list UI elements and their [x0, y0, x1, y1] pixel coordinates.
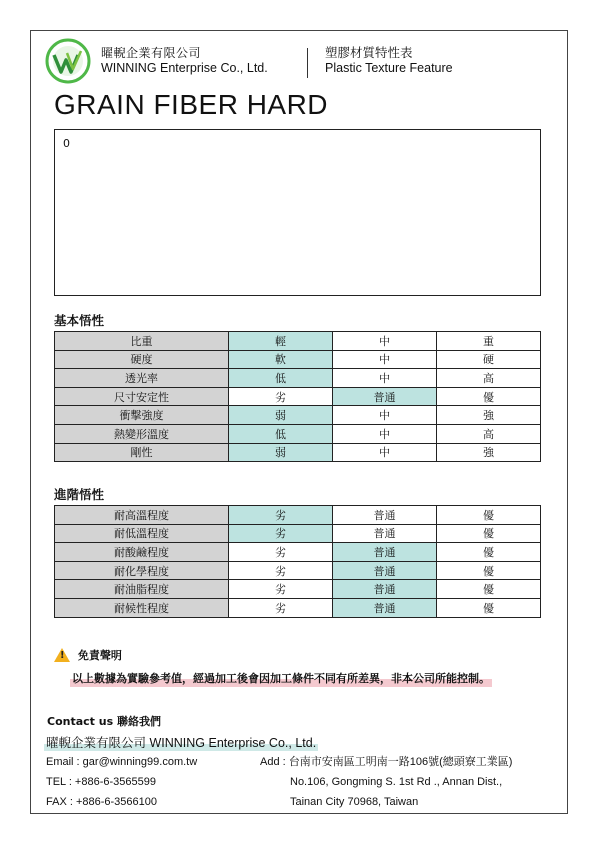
property-name: 耐低溫程度: [55, 524, 229, 543]
contact-fax: FAX : +886-6-3566100: [46, 796, 157, 808]
contact-tel: TEL : +886-6-3565599: [46, 776, 156, 788]
property-name: 透光率: [55, 369, 229, 388]
property-level-cell: 劣: [229, 561, 333, 580]
property-level-cell: 優: [437, 580, 541, 599]
property-row: [55, 387, 541, 406]
property-level-cell: 普通: [333, 506, 437, 525]
property-level-cell: 中: [333, 424, 437, 443]
disclaimer-title: 免責聲明: [77, 649, 122, 662]
property-level-cell: 低: [229, 369, 333, 388]
contact-email: Email : gar@winning99.com.tw: [46, 756, 198, 768]
basic-properties-title: 基本悟性: [54, 313, 105, 328]
property-row: [55, 543, 541, 562]
company-name-zh: 曜輗企業有限公司: [101, 46, 202, 60]
contact-address-en-1: No.106, Gongming S. 1st Rd ., Annan Dist.,: [290, 776, 503, 788]
property-level-cell: 普通: [333, 543, 437, 562]
property-level-cell: 高: [437, 369, 541, 388]
contact-title: Contact us 聯絡我們: [47, 715, 161, 728]
property-name: 耐候性程度: [55, 598, 229, 617]
disclaimer-heading: [54, 647, 122, 663]
property-level-cell: 劣: [229, 543, 333, 562]
property-name: 尺寸安定性: [55, 387, 229, 406]
property-level-cell: 弱: [229, 443, 333, 462]
property-row: [55, 350, 541, 369]
property-row: [55, 369, 541, 388]
company-logo: [45, 38, 91, 84]
property-level-cell: 優: [437, 598, 541, 617]
property-name: 耐油脂程度: [55, 580, 229, 599]
property-row: [55, 580, 541, 599]
contact-company: 曜輗企業有限公司 WINNING Enterprise Co., Ltd.: [44, 733, 318, 751]
property-level-cell: 軟: [229, 350, 333, 369]
property-level-cell: 優: [437, 524, 541, 543]
property-level-cell: 優: [437, 561, 541, 580]
property-level-cell: 強: [437, 406, 541, 425]
property-level-cell: 弱: [229, 406, 333, 425]
advanced-properties-title: 進階悟性: [54, 487, 105, 502]
property-level-cell: 中: [333, 406, 437, 425]
document-type: [325, 46, 453, 76]
property-level-cell: 優: [437, 506, 541, 525]
product-image-box: [54, 129, 541, 296]
property-level-cell: 劣: [229, 524, 333, 543]
property-level-cell: 中: [333, 332, 437, 351]
property-level-cell: 劣: [229, 387, 333, 406]
disclaimer-text: 以上數據為實驗參考值，經過加工後會因加工條件不同有所差異，非本公司所能控制。: [70, 669, 492, 687]
property-row: [55, 506, 541, 525]
property-name: 耐化學程度: [55, 561, 229, 580]
property-level-cell: 普通: [333, 561, 437, 580]
property-name: 熱變形溫度: [55, 424, 229, 443]
property-level-cell: 優: [437, 543, 541, 562]
property-level-cell: 中: [333, 350, 437, 369]
property-name: 比重: [55, 332, 229, 351]
property-level-cell: 劣: [229, 506, 333, 525]
property-level-cell: 普通: [333, 598, 437, 617]
property-level-cell: 重: [437, 332, 541, 351]
property-level-cell: 中: [333, 369, 437, 388]
product-title: GRAIN FIBER HARD: [54, 89, 329, 120]
contact-address-en-2: Tainan City 70968, Taiwan: [290, 796, 419, 808]
property-row: [55, 424, 541, 443]
property-level-cell: 劣: [229, 580, 333, 599]
property-name: 硬度: [55, 350, 229, 369]
property-name: 衝擊強度: [55, 406, 229, 425]
property-row: [55, 332, 541, 351]
property-name: 耐高溫程度: [55, 506, 229, 525]
document-type-zh: 塑膠材質特性表: [325, 46, 413, 60]
property-row: [55, 598, 541, 617]
property-level-cell: 輕: [229, 332, 333, 351]
advanced-properties-table: [54, 505, 541, 618]
property-level-cell: 普通: [333, 524, 437, 543]
warning-icon: !: [54, 648, 70, 662]
property-level-cell: 高: [437, 424, 541, 443]
property-name: 耐酸鹼程度: [55, 543, 229, 562]
document-type-en: Plastic Texture Feature: [325, 61, 453, 75]
basic-properties-table: [54, 331, 541, 462]
contact-address: [260, 752, 512, 812]
contact-details-left: [46, 752, 197, 812]
company-name-en: WINNING Enterprise Co., Ltd.: [101, 61, 268, 75]
property-name: 剛性: [55, 443, 229, 462]
property-row: [55, 524, 541, 543]
property-level-cell: 低: [229, 424, 333, 443]
property-level-cell: 優: [437, 387, 541, 406]
property-row: [55, 561, 541, 580]
company-name: [101, 46, 268, 76]
property-level-cell: 普通: [333, 387, 437, 406]
property-level-cell: 強: [437, 443, 541, 462]
property-level-cell: 硬: [437, 350, 541, 369]
property-level-cell: 劣: [229, 598, 333, 617]
image-box-text: 0: [63, 137, 70, 150]
property-level-cell: 中: [333, 443, 437, 462]
header-divider: [307, 48, 308, 78]
property-row: [55, 443, 541, 462]
property-row: [55, 406, 541, 425]
contact-address-zh: Add : 台南市安南區工明南一路106號(總頭寮工業區): [260, 756, 513, 768]
property-level-cell: 普通: [333, 580, 437, 599]
